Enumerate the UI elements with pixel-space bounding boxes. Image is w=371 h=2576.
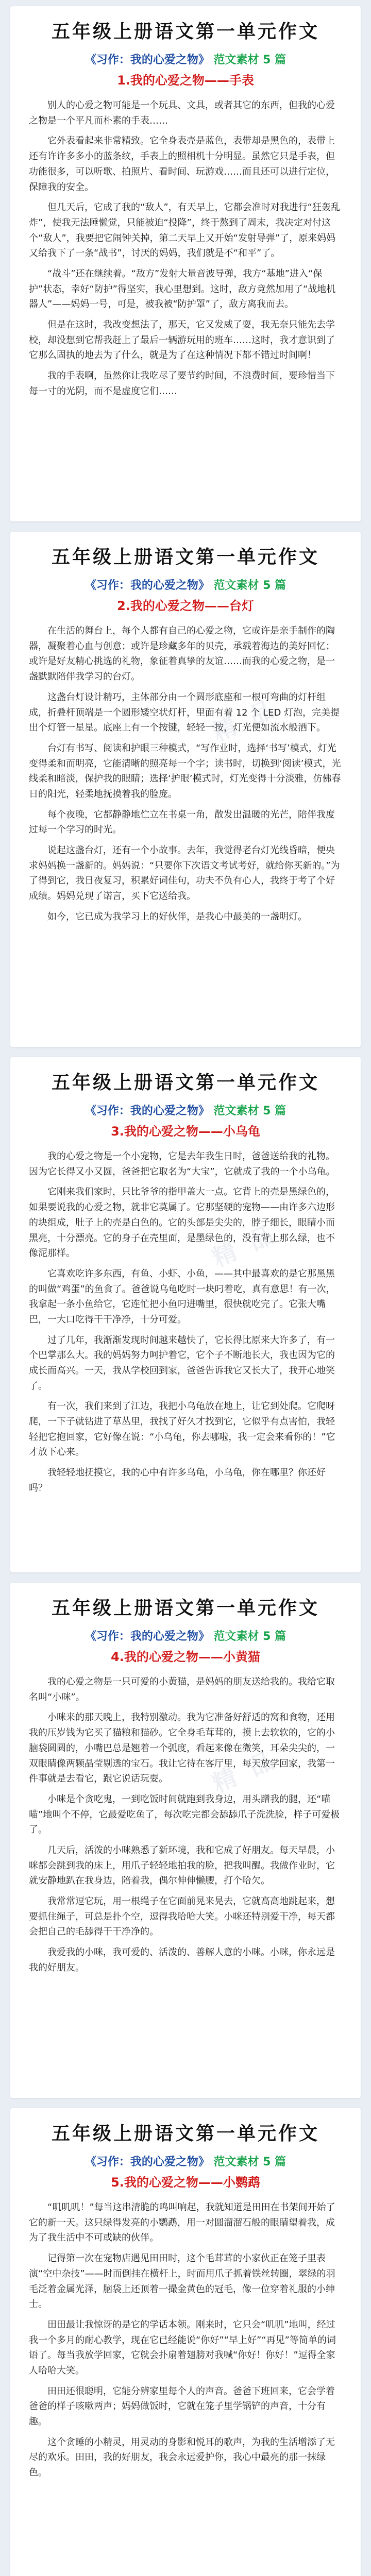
subtitle-right: 范文素材 5 篇 <box>213 1630 286 1643</box>
paragraph: 我的心爱之物是一只可爱的小黄猫，是妈妈的朋友送给我的。我给它取名叫“小咪”。 <box>29 1676 335 1703</box>
paragraph: 这盏台灯设计精巧，主体部分由一个圆形底座和一根可弯曲的灯杆组成，折叠杆顶端是一个圆形矮空状灯杆，里面有着 12 个 LED 灯泡，完美提出个灯管一星星。底座上有一个按键，轻轻一按，灯光便如流水般洒下。 <box>29 691 340 734</box>
paragraph: 它刚来我们家时，只比爷爷的指甲盖大一点。它背上的壳是黑绿色的，如果要说我的心爱之物，就非它莫属了。它那坚硬的宠物——由许多六边形的块组成，肚子上的壳是白色的。它的头部是尖尖的，脖子细长，眼睛小而黑亮，十分漂亮。它的身子在壳里面，是墨绿色的，没有背上那么绿，也不像泥那样。 <box>29 1187 335 1259</box>
essay-title: 5.我的心爱之物——小鹦鹉 <box>111 2175 260 2190</box>
paragraph: 说起这盏台灯，还有一个小故事。去年，我觉得老台灯光线昏暗，便央求妈妈换一盏新的。妈妈说：“只要你下次语文考试考好，就给你买新的。”为了得到它，我日夜复习，积累好词佳句，功夫不负有心人，我终于考了个好成绩。妈妈兑现了诺言，买下它送给我。 <box>29 845 340 902</box>
subtitle-right: 范文素材 5 篇 <box>213 2155 286 2168</box>
paragraph: 我爱我的小咪，我可爱的、活泼的、善解人意的小咪。小咪，你永远是我的好朋友。 <box>29 1947 335 1973</box>
subtitle <box>29 578 342 594</box>
paragraph: 每个夜晚，它都静静地伫立在书桌一角，散发出温暖的光芒，陪伴我度过每一个学习的时光。 <box>29 809 335 836</box>
subtitle <box>29 2154 342 2171</box>
paragraph: 小咪是个贪吃鬼，一到吃饭时间就跑到我身边，用头蹭我的腿，还“喵喵”地叫个不停，它最爱吃鱼了，每次吃完都会舔舔爪子洗洗脸，样子可爱极了。 <box>29 1793 340 1836</box>
paragraph: 它喜欢吃许多东西，有鱼、小虾、小鱼，——其中最喜欢的是它那黑黑的叫做“鸡蛋”的鱼食了。爸爸说乌龟吃时一块叼着吃，真有意思！有一次，我拿起一条小鱼给它，它连忙把小鱼叼进嘴里，很快就吃完了。它张大嘴巴，一大口吃得干干净净，十分可爱。 <box>29 1268 335 1325</box>
paragraph: 我的手表啊，虽然你让我吃尽了要节约时间，不浪费时间，要珍惜当下每一寸的光阴，而不是虚度它们…… <box>29 370 335 397</box>
subtitle <box>29 52 342 69</box>
paragraph: 但是在这时，我改变想法了，那天，它又发威了耍，我无奈只能先去学校，却没想到它帮我赶上了最后一辆游玩用的班车……这时，我才意识到了它那么固执的地去为了什么，就是为了在这种情况下都不错过时间啊！ <box>29 319 335 361</box>
essay-card-5 <box>10 2108 361 2576</box>
paragraph: 在生活的舞台上，每个人都有自己的心爱之物，它或许是亲手制作的陶器，凝聚着心血与创意；或许是珍藏多年的贝壳，承载着海边的美好回忆；或许是好友精心挑选的礼物，象征着真挚的友谊……而我的心爱之物，是一盏默默陪伴我学习的台灯。 <box>29 625 335 683</box>
paragraph: 它外表看起来非常精致。它全身表壳是蓝色，表带却是黑色的，表带上还有许许多多小的蓝条纹，手表上的照相机十分明显。虽然它只是手表，但功能很多，可以听歌、拍照片、看时间、玩游戏……而且还可以进行定位，保障我的安全。 <box>29 135 335 193</box>
paragraph: “叽叽叽！”每当这串清脆的鸣叫响起，我就知道是田田在书架间开始了它的新一天。这只绿得发亮的小鹦鹉，用一对圆溜溜石般的眼睛望着我，成为了我生活中不可或缺的伙伴。 <box>29 2202 335 2244</box>
subtitle-right: 范文素材 5 篇 <box>213 579 286 592</box>
watermark: 精 品 <box>208 1219 282 1273</box>
page-title: 五年级上册语文第一单元作文 <box>51 1072 319 1093</box>
subtitle-left: 《习作：我的心爱之物》 <box>85 53 210 66</box>
paragraph: “战斗”还在继续着。“敌方”发射大量音波导弹，我方“基地”进入“保护”状态，幸好“防护”得坚实，我心里想到。这时，敌方竟然加用了“战地机器人”——妈妈一号，可是，被我被“防护罩”了，敌方离我而去。 <box>29 268 336 310</box>
paragraph: 但几天后，它成了我的“敌人”，有天早上，它都会准时对我进行“狂轰乱炸”，使我无法睡懒觉，只能被迫“投降”，终于熬到了周末，我决定对付这个“敌人”，我要把它闹钟关掉，第二天早上又开始“发射导弹”了，原来妈妈又给我下了一条“战书”，讨厌的妈妈，我们就是不“和平”了。 <box>29 202 340 259</box>
essay-card-2 <box>10 532 361 1047</box>
paragraph: 我的心爱之物是一个小宠物，它是去年我生日时，爸爸送给我的礼物。因为它长得又小又圆，爸爸把它取名为“大宝”，它就成了我的一个小乌龟。 <box>29 1151 335 1177</box>
paragraph: 我常常逗它玩，用一根绳子在它面前晃来晃去，它就高高地跳起来，想要抓住绳子，可总是扑个空，逗得我哈哈大笑。小咪还特别爱干净，每天都会把自己的毛舔得干干净净的。 <box>29 1896 335 1938</box>
paragraph: 过了几年，我渐渐发现时间越来越快了，它长得比原来大许多了，有一个巴掌那么大。我的妈妈努力呵护着它，它个子不断地长大，我也因为它的成长而高兴。一天，我从学校回到家，爸爸告诉我它又长大了，我开心地笑了。 <box>29 1334 335 1392</box>
paragraph: 台灯有书写、阅读和护眼三种模式，“写作业时，选择‘书写’模式，灯光变得柔和而明亮，它能清晰的照亮每一个字；读书时，切换到‘阅读’模式，光线柔和暗淡，保护我的眼睛；选择‘护眼’模式时，灯光变得十分淡雅，仿佛春日的阳光，轻柔地抚摸着我的脸庞。 <box>29 742 341 800</box>
paragraph: 有一次，我们来到了江边，我把小乌龟放在地上，让它到处爬。它爬呀爬，一下子就钻进了草丛里，我找了好久才找到它，它似乎有点害怕，我轻轻把它抱回家，它好像在说：“小乌龟，你去哪啦，我一定会来看你的！”它才放下心来。 <box>29 1401 335 1458</box>
subtitle-left: 《习作：我的心爱之物》 <box>85 1104 210 1117</box>
page-title: 五年级上册语文第一单元作文 <box>51 547 319 568</box>
page-title: 五年级上册语文第一单元作文 <box>51 1598 319 1619</box>
page-title: 五年级上册语文第一单元作文 <box>51 2123 319 2144</box>
essay-title: 4.我的心爱之物——小黄猫 <box>111 1650 260 1665</box>
paragraph: 别人的心爱之物可能是一个玩具、文具，或者其它的东西，但我的心爱之物是一个平凡而朴素的手表…… <box>29 100 335 126</box>
paragraph: 小咪来的那天晚上，我特别激动。我为它准备好舒适的窝和食物，还用我的压岁钱为它买了猫粮和猫砂。它全身毛茸茸的，摸上去软软的，它的小脑袋圆圆的，小嘴巴总是翘着一个弧度，看起来像在微笑，耳朵尖尖的，一双眼睛像两颗晶莹剔透的宝石。我让它待在客厅里，每天放学回家，我第一件事就是去看它，跟它说话玩耍。 <box>29 1712 335 1785</box>
watermark: 精 品 <box>208 693 282 747</box>
page-title: 五年级上册语文第一单元作文 <box>51 21 319 42</box>
subtitle-left: 《习作：我的心爱之物》 <box>85 2155 210 2168</box>
subtitle-left: 《习作：我的心爱之物》 <box>85 1630 210 1643</box>
paragraph: 这个贪睡的小精灵，用灵动的身影和悦耳的歌声，为我的生活增添了无尽的欢乐。田田，我的好朋友，我会永远爱护你，我心中最亮的那一抹绿色。 <box>29 2436 335 2479</box>
subtitle <box>29 1629 342 1645</box>
paragraph: 如今，它已成为我学习上的好伙伴，是我心中最美的一盏明灯。 <box>47 911 307 922</box>
subtitle-left: 《习作：我的心爱之物》 <box>85 579 210 592</box>
essay-card-3 <box>10 1057 361 1572</box>
essay-title: 1.我的心爱之物——手表 <box>117 73 254 88</box>
essay-title: 2.我的心爱之物——台灯 <box>117 599 254 614</box>
watermark: 精 品 <box>208 1744 282 1798</box>
paragraph: 几天后，活泼的小咪熟悉了新环境，我和它成了好朋友。每天早晨，小咪都会跳到我的床上，用爪子轻轻地拍我的脸，把我叫醒。我做作业时，它就安静地趴在我身边，陪着我，偶尔伸伸懒腰，打个哈欠。 <box>29 1844 335 1887</box>
subtitle-right: 范文素材 5 篇 <box>213 53 286 66</box>
paragraph: 田田最让我惊讶的是它的学话本领。刚来时，它只会“叽叽”地叫，经过我一个多月的耐心教学，现在它已经能说“你好”“早上好”“再见”等简单的词语了。每当我放学回家，它就会扑扇着翅膀对我喊“你好！你好！”逗得全家人哈哈大笑。 <box>29 2319 336 2376</box>
essay-card-1 <box>10 6 361 521</box>
paragraph: 我轻轻地抚摸它，我的心中有许多乌龟，小乌龟，你在哪里？你还好吗？ <box>29 1467 326 1494</box>
subtitle-right: 范文素材 5 篇 <box>213 1104 286 1117</box>
paragraph: 记得第一次在宠物店遇见田田时，这个毛茸茸的小家伙正在笼子里表演“空中杂技”——时而倒挂在横杆上，时而用爪子抓着铁丝转圈，翠绿的羽毛泛着金属光泽，脑袋上还顶着一撮金黄色的冠毛，像一位穿着礼服的小绅士。 <box>29 2253 335 2310</box>
essay-card-4 <box>10 1583 361 2098</box>
essay-title: 3.我的心爱之物——小乌龟 <box>111 1124 260 1139</box>
subtitle <box>29 1103 342 1120</box>
paragraph: 田田还很聪明，它能分辨家里每个人的声音。爸爸下班回来，它会学着爸爸的样子咳嗽两声；妈妈做饭时，它就在笼子里学锅铲的声音，十分有趣。 <box>29 2385 335 2428</box>
